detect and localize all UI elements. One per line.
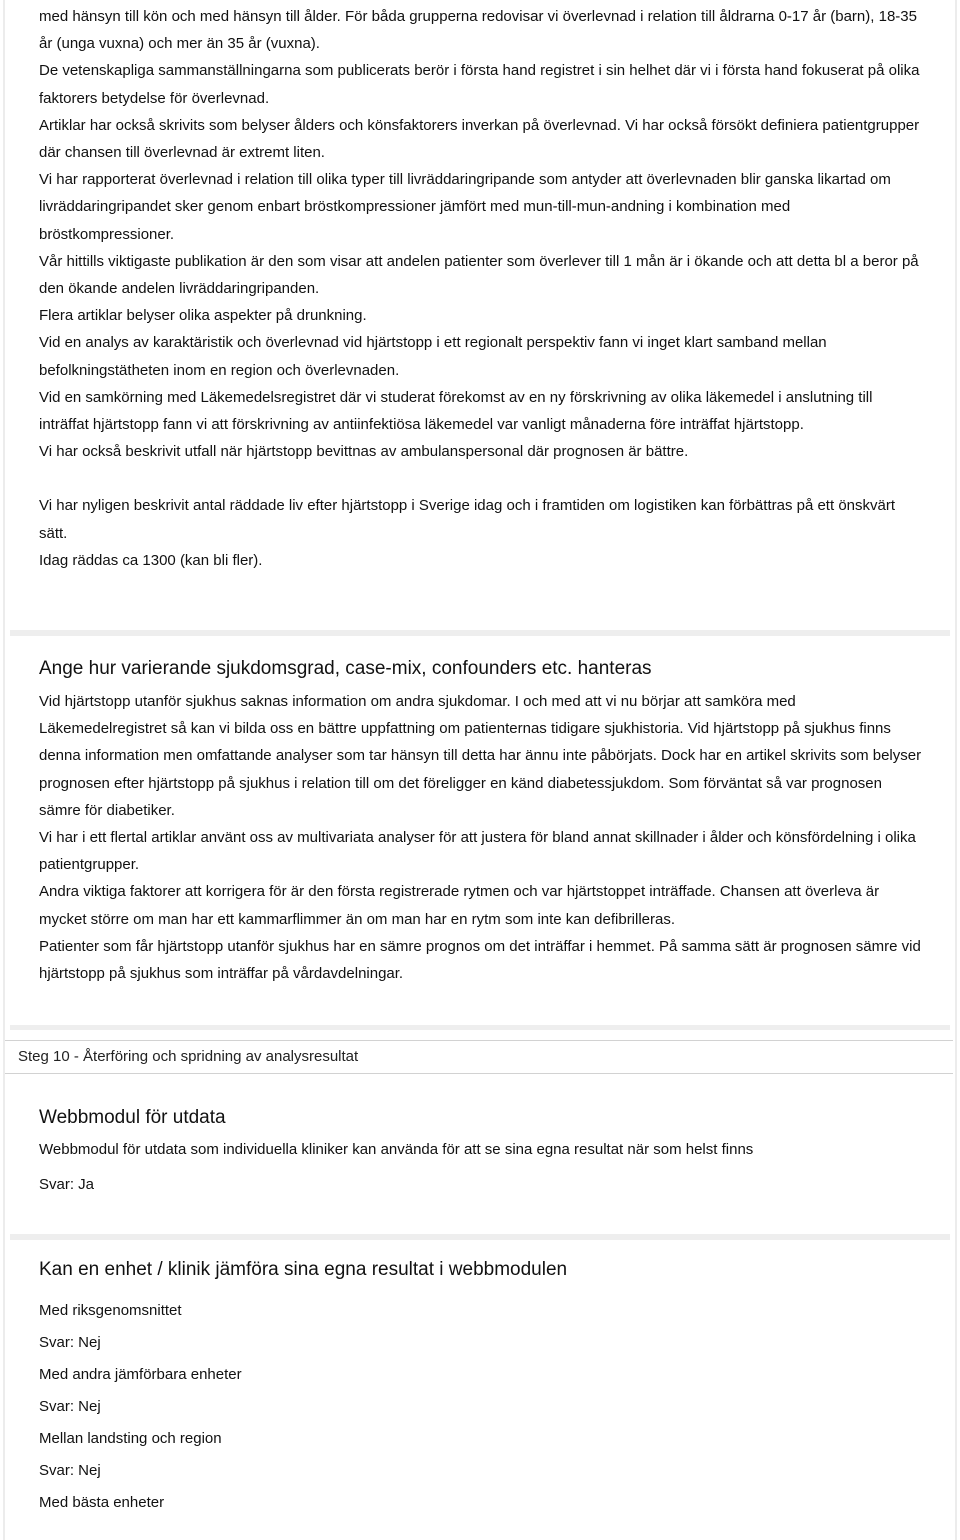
- section-title: Ange hur varierande sjukdomsgrad, case-mix, confounders etc. hanteras: [39, 658, 652, 679]
- intro-paragraph: Vid en samkörning med Läkemedelsregistret där vi studerat förekomst av en ny förskrivning av olika läkemedel i anslutning till inträffat hjärtstopp fann vi att förskrivning av antiinfektiösa läkemedel var vanligt månaderna före inträffat hjärtstopp.: [39, 388, 873, 434]
- compare-question: Mellan landsting och region: [39, 1430, 222, 1447]
- section-body: [39, 1141, 924, 1194]
- answer-text: Svar: Nej: [39, 1462, 101, 1479]
- page-border-right: [955, 0, 957, 1540]
- intro-text-block: [39, 3, 924, 574]
- intro-paragraph: Vi har nyligen beskrivit antal räddade liv efter hjärtstopp i Sverige idag och i framtiden om logistiken kan förbättras på ett önskvärt sätt.: [39, 497, 896, 542]
- severity-section: [39, 655, 924, 987]
- compare-section: [39, 1256, 924, 1519]
- page-border-left: [3, 0, 5, 1540]
- section-body: [39, 1295, 924, 1519]
- intro-paragraph: Vi har också beskrivit utfall när hjärtstopp bevittnas av ambulanspersonal där prognosen är bättre.: [39, 443, 689, 461]
- section-title: Kan en enhet / klinik jämföra sina egna resultat i webbmodulen: [39, 1259, 568, 1280]
- section-divider: [10, 1025, 950, 1030]
- section-title: Webbmodul för utdata: [39, 1107, 226, 1128]
- intro-paragraph: med hänsyn till kön och med hänsyn till ålder. För båda grupperna redovisar vi överlevnad i relation till åldrarna 0-17 år (barn), 18-35 år (unga vuxna) och mer än 35 år (vuxna).: [39, 8, 917, 53]
- paragraph-gap: [39, 465, 924, 492]
- section-paragraph: Vi har i ett flertal artiklar använt oss av multivariata analyser för att justera för bland annat skillnader i ålder och könsfördelning i olika patientgrupper.: [39, 829, 916, 874]
- intro-paragraph: Idag räddas ca 1300 (kan bli fler).: [39, 551, 263, 569]
- compare-question: Med andra jämförbara enheter: [39, 1366, 242, 1383]
- step-header: [5, 1040, 953, 1074]
- compare-question: Med bästa enheter: [39, 1494, 165, 1511]
- answer-text: Svar: Nej: [39, 1334, 101, 1351]
- section-divider: [10, 630, 950, 636]
- intro-paragraph: Flera artiklar belyser olika aspekter på drunkning.: [39, 307, 367, 325]
- answer-text: Svar: Nej: [39, 1398, 101, 1415]
- webmodule-description: Webbmodul för utdata som individuella kliniker kan använda för att se sina egna resultat när som helst finns: [39, 1141, 754, 1158]
- section-paragraph: Vid hjärtstopp utanför sjukhus saknas information om andra sjukdomar. I och med att vi nu börjar att samköra med Läkemedelregistret så kan vi bilda oss en bättre uppfattning om patienternas tidigare sjukhistoria. Vid hjärtstopp på sjukhus finns denna information men omfattande analyser som tar hänsyn till detta har ännu inte påbörjats. Dock har en artikel skrivits som belyser prognosen efter hjärtstopp på sjukhus i relation till om det föreligger en känd diabetessjukdom. Som förväntat så var prognosen sämre för diabetiker.: [39, 693, 922, 819]
- section-body: [39, 688, 924, 987]
- compare-question: Med riksgenomsnittet: [39, 1302, 182, 1319]
- intro-paragraph: Artiklar har också skrivits som belyser ålders och könsfaktorers inverkan på överlevnad. Vi har också försökt definiera patientgrupper där chansen till överlevnad är extremt liten.: [39, 116, 920, 162]
- section-paragraph: Patienter som får hjärtstopp utanför sjukhus har en sämre prognos om det inträffar i hemmet. På samma sätt är prognosen sämre vid hjärtstopp på sjukhus som inträffar på vårdavdelningar.: [39, 937, 921, 983]
- intro-paragraph: De vetenskapliga sammanställningarna som publicerats berör i första hand registret i sin helhet där vi i första hand fokuserat på olika faktorers betydelse för överlevnad.: [39, 62, 920, 107]
- intro-paragraph: Vår hittills viktigaste publikation är den som visar att andelen patienter som överlever till 1 mån är i ökande och att detta bl a beror på den ökande andelen livräddaringripanden.: [39, 252, 919, 298]
- intro-paragraph: Vi har rapporterat överlevnad i relation till olika typer till livräddaringripande som antyder att överlevnaden blir ganska likartad om livräddaringripandet sker genom enbart bröstkompressioner jämfört med mun-till-mun-andning i kombination med bröstkompressioner.: [39, 171, 891, 243]
- webmodule-section: [39, 1104, 924, 1194]
- step-label: Steg 10 - Återföring och spridning av analysresultat: [18, 1048, 359, 1065]
- intro-paragraph: Vid en analys av karaktäristik och överlevnad vid hjärtstopp i ett regionalt perspektiv fann vi inget klart samband mellan befolkningstätheten inom en region och överlevnaden.: [39, 334, 827, 379]
- section-divider: [10, 1234, 950, 1240]
- section-paragraph: Andra viktiga faktorer att korrigera för är den första registrerade rytmen och var hjärtstoppet inträffade. Chansen att överleva är mycket större om man har ett kammarflimmer än om man har en rytm som inte kan defibrilleras.: [39, 883, 880, 928]
- answer-text: Svar: Ja: [39, 1176, 95, 1193]
